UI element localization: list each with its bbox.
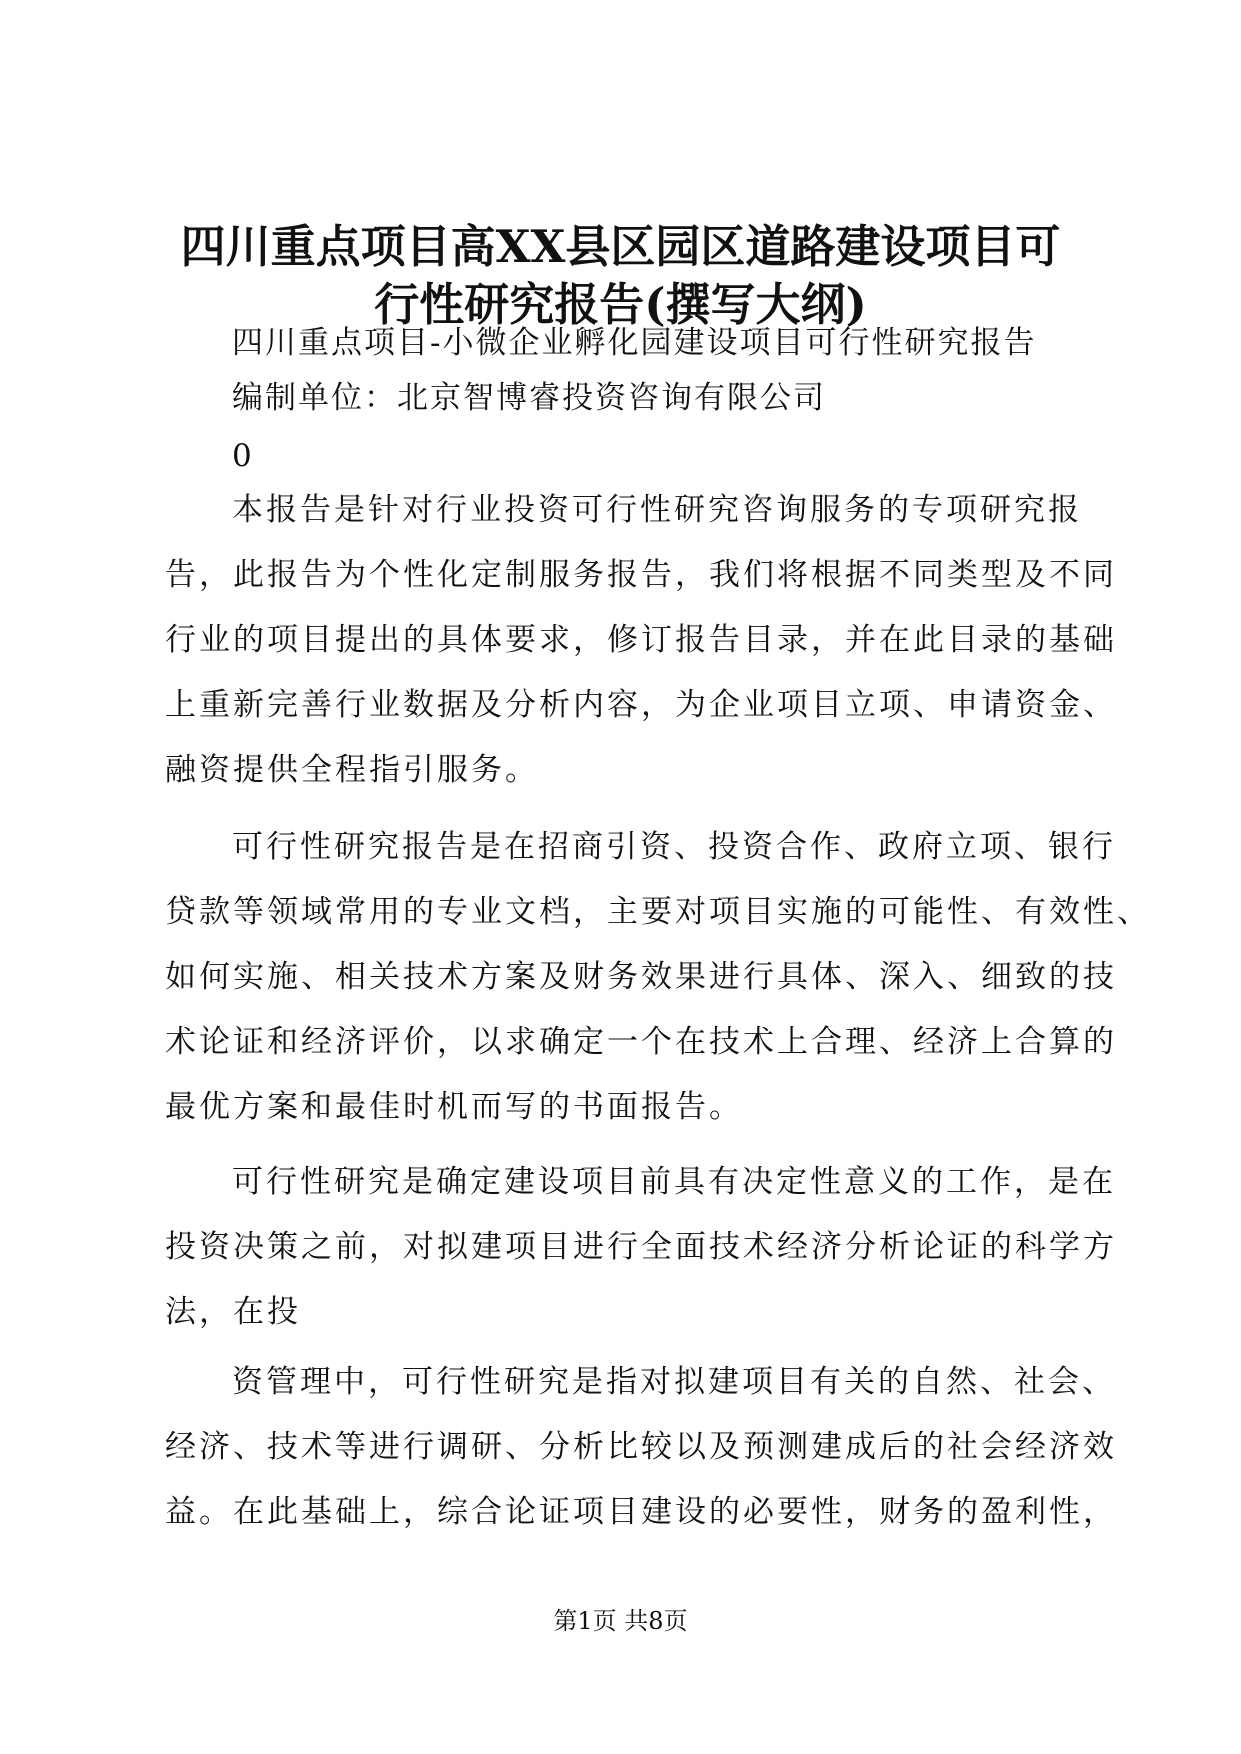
paragraph-line: 经济、技术等进行调研、分析比较以及预测建成后的社会经济效 xyxy=(165,1429,1117,1465)
title-line-1: 四川重点项目高XX县区园区道路建设项目可 xyxy=(180,220,1061,273)
paragraph-line: 最优方案和最佳时机而写的书面报告。 xyxy=(165,1089,743,1125)
paragraph-line: 术论证和经济评价，以求确定一个在技术上合理、经济上合算的 xyxy=(165,1024,1117,1060)
page-number-footer: 第1页 共8页 xyxy=(553,1607,688,1635)
paragraph-line: 益。在此基础上，综合论证项目建设的必要性，财务的盈利性， xyxy=(165,1494,1117,1530)
paragraph-line: 如何实施、相关技术方案及财务效果进行具体、深入、细致的技 xyxy=(165,959,1117,995)
paragraph-line: 投资决策之前，对拟建项目进行全面技术经济分析论证的科学方 xyxy=(165,1229,1117,1265)
document-title xyxy=(160,218,1081,334)
paragraph-3 xyxy=(165,1150,1117,1345)
paragraph-4 xyxy=(165,1350,1117,1545)
paragraph-line: 行业的项目提出的具体要求，修订报告目录，并在此目录的基础 xyxy=(165,622,1117,658)
paragraph-line: 告，此报告为个性化定制服务报告，我们将根据不同类型及不同 xyxy=(165,557,1117,593)
paragraph-2 xyxy=(165,815,1151,1140)
paragraph-line: 本报告是针对行业投资可行性研究咨询服务的专项研究报 xyxy=(232,492,1082,528)
paragraph-line: 贷款等领域常用的专业文档，主要对项目实施的可能性、有效性、 xyxy=(165,894,1151,930)
paragraph-line: 可行性研究是确定建设项目前具有决定性意义的工作，是在 xyxy=(232,1164,1116,1200)
title-line-2: 行性研究报告(撰写大纲) xyxy=(374,278,867,331)
paragraph-line: 上重新完善行业数据及分析内容，为企业项目立项、申请资金、 xyxy=(165,687,1117,723)
paragraph-line: 资管理中，可行性研究是指对拟建项目有关的自然、社会、 xyxy=(232,1364,1116,1400)
paragraph-1 xyxy=(165,478,1117,803)
compiler-line: 编制单位：北京智博睿投资咨询有限公司 xyxy=(232,380,826,416)
zero-line: 0 xyxy=(232,438,254,474)
paragraph-line: 法，在投 xyxy=(165,1294,301,1330)
paragraph-line: 融资提供全程指引服务。 xyxy=(165,752,539,788)
paragraph-line: 可行性研究报告是在招商引资、投资合作、政府立项、银行 xyxy=(232,829,1116,865)
document-subtitle: 四川重点项目-小微企业孵化园建设项目可行性研究报告 xyxy=(232,325,1037,361)
